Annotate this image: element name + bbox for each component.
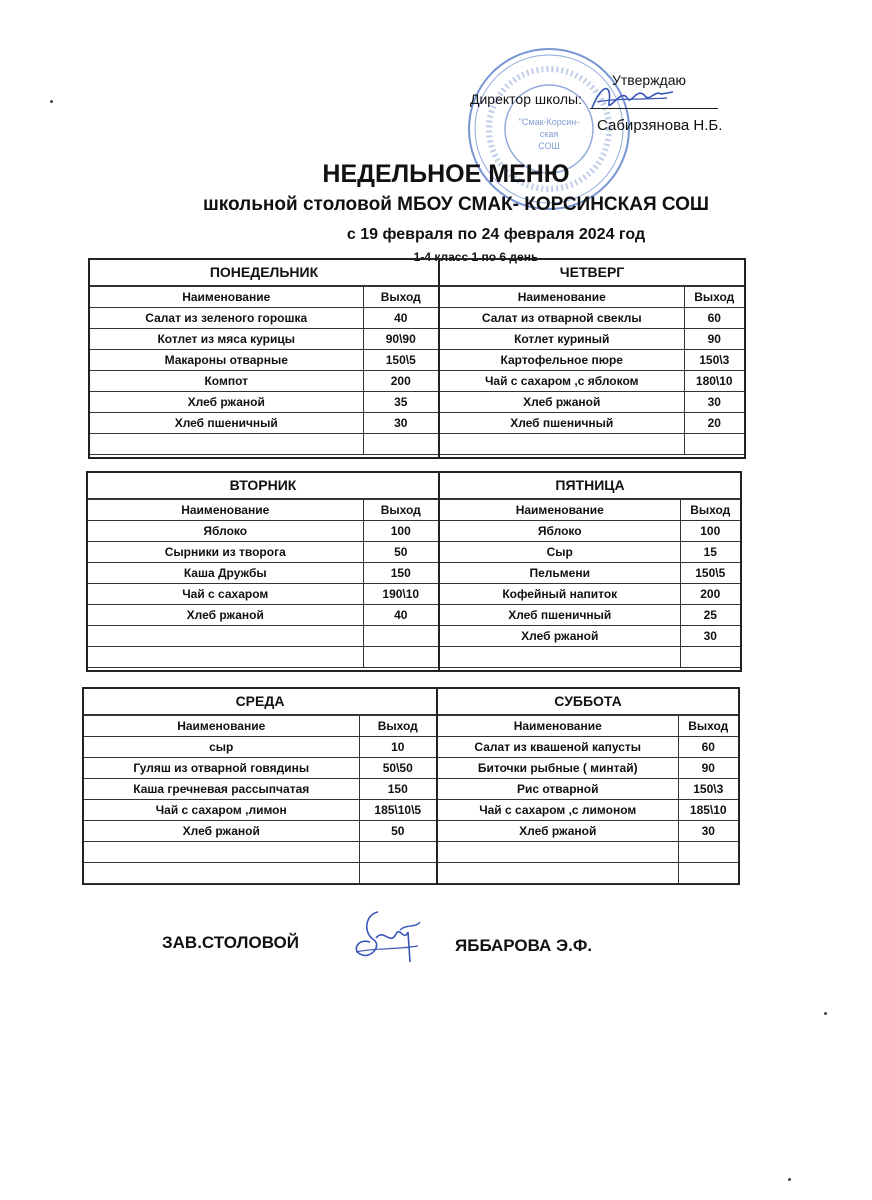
column-header-name: Наименование	[84, 716, 359, 737]
table-row	[88, 584, 438, 605]
column-header-name: Наименование	[440, 500, 680, 521]
dish-yield: 40	[363, 605, 438, 626]
column-header-yield: Выход	[359, 716, 436, 737]
table-row	[440, 308, 744, 329]
day-title: СУББОТА	[438, 689, 738, 715]
dish-yield	[359, 863, 436, 884]
menu-table	[438, 715, 738, 884]
dish-name	[88, 647, 363, 668]
dish-name: Салат из квашеной капусты	[438, 737, 678, 758]
dish-yield: 90\90	[363, 329, 438, 350]
table-header-row	[440, 287, 744, 308]
svg-text:СОШ: СОШ	[538, 141, 560, 151]
page-subtitle: школьной столовой МБОУ СМАК- КОРСИНСКАЯ СОШ	[202, 194, 710, 215]
dish-yield: 90	[678, 758, 738, 779]
dish-name: Салат из зеленого горошка	[90, 308, 363, 329]
dish-name: Салат из отварной свеклы	[440, 308, 684, 329]
dish-name	[84, 863, 359, 884]
dish-yield: 150\5	[363, 350, 438, 371]
table-row	[440, 521, 740, 542]
day-tuesday	[88, 473, 438, 668]
dish-name: Яблоко	[88, 521, 363, 542]
dish-name: Рис отварной	[438, 779, 678, 800]
dish-name: Сыр	[440, 542, 680, 563]
dish-yield: 150\3	[678, 779, 738, 800]
table-row	[90, 329, 438, 350]
director-signature	[587, 78, 677, 118]
dish-name: Хлеб ржаной	[440, 392, 684, 413]
table-row	[88, 563, 438, 584]
dish-name	[440, 647, 680, 668]
table-row	[438, 863, 738, 884]
dish-yield	[678, 842, 738, 863]
approval-title: Утверждаю	[612, 72, 686, 88]
menu-block-1	[88, 258, 746, 459]
table-row	[84, 779, 436, 800]
table-row	[438, 779, 738, 800]
svg-text:"Смак-Корсин-: "Смак-Корсин-	[518, 117, 580, 127]
dish-name: Хлеб ржаной	[88, 605, 363, 626]
table-row	[440, 350, 744, 371]
dish-name	[90, 434, 363, 455]
table-row	[90, 371, 438, 392]
paper-speck	[50, 100, 53, 103]
dish-yield: 185\10	[678, 800, 738, 821]
day-title: ВТОРНИК	[88, 473, 438, 499]
dish-yield	[359, 842, 436, 863]
menu-block-3	[82, 687, 740, 885]
dish-name: Котлет из мяса курицы	[90, 329, 363, 350]
table-row	[88, 605, 438, 626]
table-row	[90, 413, 438, 434]
dish-name: Пельмени	[440, 563, 680, 584]
menu-table	[88, 499, 438, 668]
table-row	[88, 542, 438, 563]
dish-name: Яблоко	[440, 521, 680, 542]
dish-yield: 150	[359, 779, 436, 800]
paper-speck	[824, 1012, 827, 1015]
dish-name: Компот	[90, 371, 363, 392]
dish-yield	[363, 434, 438, 455]
table-row	[440, 371, 744, 392]
dish-name: Биточки рыбные ( минтай)	[438, 758, 678, 779]
table-row	[438, 842, 738, 863]
day-title: ПОНЕДЕЛЬНИК	[90, 260, 438, 286]
day-title: ПЯТНИЦА	[440, 473, 740, 499]
table-row	[84, 800, 436, 821]
column-header-name: Наименование	[440, 287, 684, 308]
footer-name: ЯББАРОВА Э.Ф.	[455, 936, 593, 955]
dish-name: Чай с сахаром ,с лимоном	[438, 800, 678, 821]
dish-yield: 100	[363, 521, 438, 542]
dish-yield: 15	[680, 542, 740, 563]
dish-yield: 185\10\5	[359, 800, 436, 821]
dish-name: Хлеб ржаной	[90, 392, 363, 413]
dish-name	[84, 842, 359, 863]
table-row	[440, 563, 740, 584]
dish-name: Каша гречневая рассыпчатая	[84, 779, 359, 800]
dish-yield: 30	[363, 413, 438, 434]
dish-name: Картофельное пюре	[440, 350, 684, 371]
dish-name: Гуляш из отварной говядины	[84, 758, 359, 779]
day-title: ЧЕТВЕРГ	[440, 260, 744, 286]
dish-name	[440, 434, 684, 455]
director-name: Сабирзянова Н.Б.	[597, 117, 723, 134]
column-header-name: Наименование	[438, 716, 678, 737]
table-row	[84, 737, 436, 758]
footer-position: ЗАВ.СТОЛОВОЙ	[162, 933, 299, 952]
table-row	[438, 758, 738, 779]
dish-yield: 50	[359, 821, 436, 842]
table-row	[90, 392, 438, 413]
table-header-row	[88, 500, 438, 521]
column-header-name: Наименование	[88, 500, 363, 521]
column-header-yield: Выход	[678, 716, 738, 737]
day-friday	[440, 473, 740, 668]
dish-yield: 200	[680, 584, 740, 605]
table-row	[440, 626, 740, 647]
day-thursday	[440, 260, 744, 455]
dish-name	[438, 842, 678, 863]
table-row	[84, 863, 436, 884]
dish-yield: 40	[363, 308, 438, 329]
dish-yield: 25	[680, 605, 740, 626]
dish-yield: 60	[684, 308, 744, 329]
dish-yield	[680, 647, 740, 668]
dish-yield: 30	[684, 392, 744, 413]
table-header-row	[438, 716, 738, 737]
dish-name: Хлеб ржаной	[84, 821, 359, 842]
day-monday	[90, 260, 438, 455]
svg-text:ская: ская	[539, 129, 559, 139]
dish-name: Хлеб ржаной	[438, 821, 678, 842]
dish-name: Кофейный напиток	[440, 584, 680, 605]
table-row	[440, 434, 744, 455]
table-row	[90, 308, 438, 329]
table-row	[438, 821, 738, 842]
dish-yield: 30	[678, 821, 738, 842]
dish-yield: 200	[363, 371, 438, 392]
column-header-yield: Выход	[680, 500, 740, 521]
dish-yield: 90	[684, 329, 744, 350]
table-row	[440, 584, 740, 605]
class-range: 1-4 класс 1 по 6 день	[413, 250, 539, 264]
table-row	[88, 521, 438, 542]
table-row	[440, 392, 744, 413]
menu-table	[440, 499, 740, 668]
menu-block-2	[86, 471, 742, 672]
table-row	[440, 605, 740, 626]
table-row	[84, 821, 436, 842]
dish-yield	[684, 434, 744, 455]
paper-speck	[788, 1178, 791, 1181]
column-header-yield: Выход	[363, 287, 438, 308]
dish-yield: 100	[680, 521, 740, 542]
dish-name: Хлеб ржаной	[440, 626, 680, 647]
dish-name: Котлет куриный	[440, 329, 684, 350]
table-row	[440, 329, 744, 350]
table-header-row	[90, 287, 438, 308]
dish-yield: 50\50	[359, 758, 436, 779]
table-row	[88, 647, 438, 668]
dish-yield: 35	[363, 392, 438, 413]
day-wednesday	[84, 689, 436, 884]
table-row	[438, 737, 738, 758]
menu-table	[90, 286, 438, 455]
dish-name: сыр	[84, 737, 359, 758]
dish-name: Хлеб пшеничный	[440, 413, 684, 434]
column-header-yield: Выход	[363, 500, 438, 521]
day-title: СРЕДА	[84, 689, 436, 715]
dish-yield: 50	[363, 542, 438, 563]
table-header-row	[84, 716, 436, 737]
dish-yield	[363, 626, 438, 647]
dish-name: Чай с сахаром	[88, 584, 363, 605]
table-header-row	[440, 500, 740, 521]
table-row	[438, 800, 738, 821]
dish-yield: 150\3	[684, 350, 744, 371]
table-row	[440, 413, 744, 434]
table-row	[440, 647, 740, 668]
table-row	[440, 542, 740, 563]
column-header-yield: Выход	[684, 287, 744, 308]
day-saturday	[438, 689, 738, 884]
date-range: с 19 февраля по 24 февраля 2024 год	[346, 226, 646, 243]
dish-name: Хлеб пшеничный	[440, 605, 680, 626]
dish-name: Каша Дружбы	[88, 563, 363, 584]
table-row	[84, 842, 436, 863]
dish-yield: 30	[680, 626, 740, 647]
dish-yield: 190\10	[363, 584, 438, 605]
dish-yield: 60	[678, 737, 738, 758]
canteen-head-signature	[348, 902, 428, 972]
dish-name: Хлеб пшеничный	[90, 413, 363, 434]
table-row	[90, 434, 438, 455]
column-header-name: Наименование	[90, 287, 363, 308]
page-title: НЕДЕЛЬНОЕ МЕНЮ	[322, 160, 570, 188]
table-row	[88, 626, 438, 647]
menu-table	[440, 286, 744, 455]
dish-yield: 150	[363, 563, 438, 584]
dish-name: Чай с сахаром ,лимон	[84, 800, 359, 821]
director-label: Директор школы:	[470, 91, 582, 107]
table-row	[84, 758, 436, 779]
dish-name	[438, 863, 678, 884]
menu-table	[84, 715, 436, 884]
dish-yield: 10	[359, 737, 436, 758]
dish-yield: 150\5	[680, 563, 740, 584]
dish-name: Чай с сахаром ,с яблоком	[440, 371, 684, 392]
dish-yield	[678, 863, 738, 884]
dish-name: Макароны отварные	[90, 350, 363, 371]
dish-yield	[363, 647, 438, 668]
table-row	[90, 350, 438, 371]
dish-yield: 180\10	[684, 371, 744, 392]
dish-yield: 20	[684, 413, 744, 434]
dish-name	[88, 626, 363, 647]
dish-name: Сырники из творога	[88, 542, 363, 563]
